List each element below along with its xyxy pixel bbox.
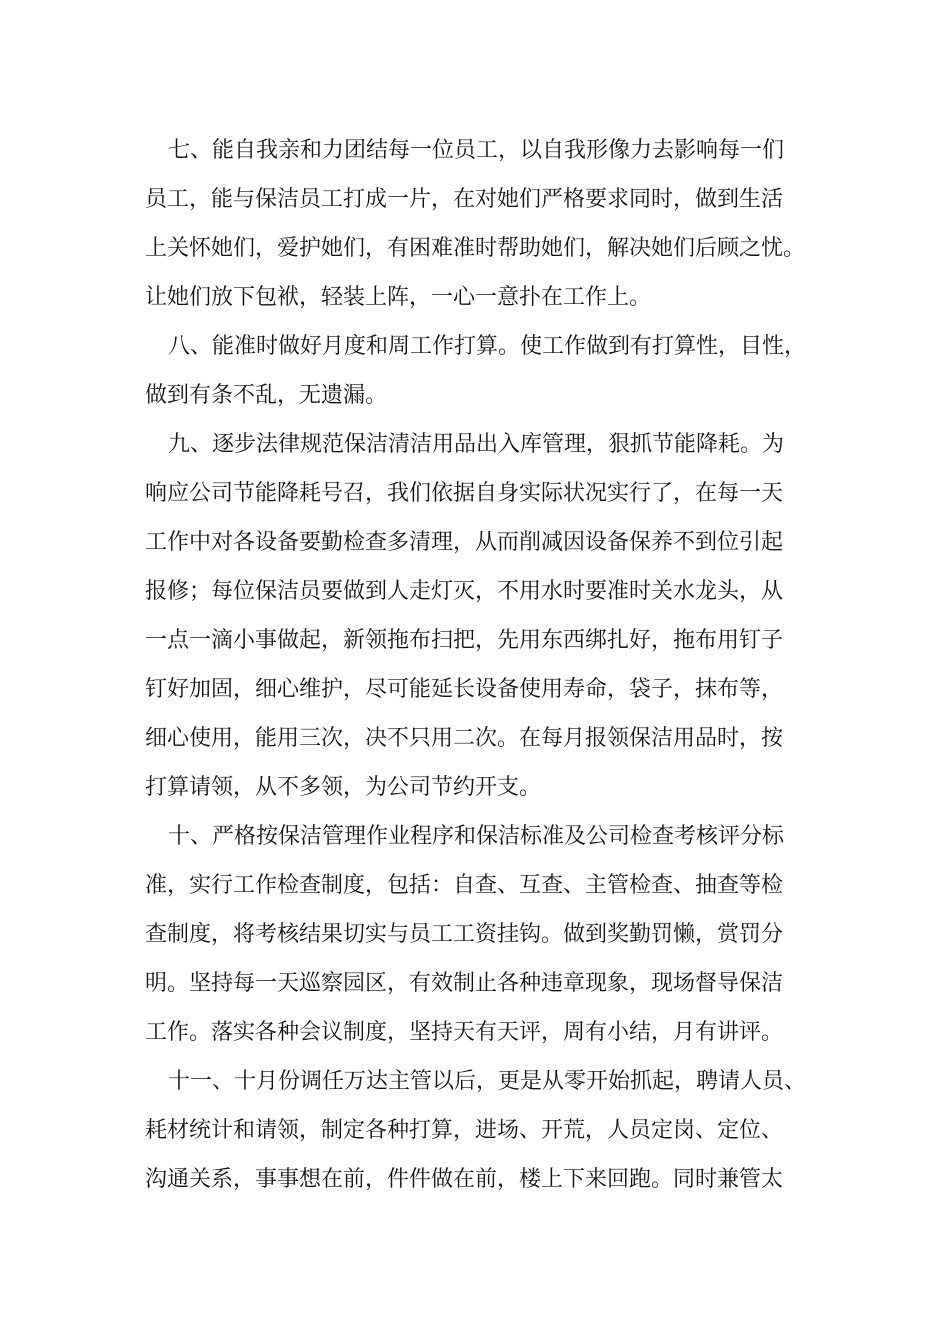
text-line: 一点一滴小事做起，新领拖布扫把，先用东西绑扎好，拖布用钉子 (145, 628, 784, 653)
text-line: 让她们放下包袱，轻装上阵，一心一意扑在工作上。 (145, 285, 652, 310)
text-line: 上关怀她们，爱护她们，有困难准时帮助她们，解决她们后顾之忧。 (145, 236, 806, 261)
text-line: 报修；每位保洁员要做到人走灯灭，不用水时要准时关水龙头，从 (145, 579, 784, 604)
text-line: 沟通关系，事事想在前，件件做在前，楼上下来回跑。同时兼管太 (145, 1167, 784, 1192)
text-line: 十一、十月份调任万达主管以后，更是从零开始抓起，聘请人员、 (168, 1069, 807, 1094)
text-line: 工作。落实各种会议制度，坚持天有天评，周有小结，月有讲评。 (145, 1020, 784, 1045)
text-line: 耗材统计和请领，制定各种打算，进场、开荒，人员定岗、定位、 (145, 1118, 784, 1143)
text-line: 细心使用，能用三次，决不只用二次。在每月报领保洁用品时，按 (145, 726, 784, 751)
text-line: 准，实行工作检查制度，包括：自查、互查、主管检查、抽查等检 (145, 873, 784, 898)
text-line: 七、能自我亲和力团结每一位员工，以自我形像力去影响每一们 (168, 138, 785, 163)
text-line: 查制度，将考核结果切实与员工工资挂钩。做到奖勤罚懒，赏罚分 (145, 922, 784, 947)
text-line: 九、逐步法律规范保洁清洁用品出入库管理，狠抓节能降耗。为 (168, 432, 785, 457)
text-line: 员工，能与保洁员工打成一片，在对她们严格要求同时，做到生活 (145, 187, 784, 212)
text-line: 工作中对各设备要勤检查多清理，从而削减因设备保养不到位引起 (145, 530, 784, 555)
text-line: 十、严格按保洁管理作业程序和保洁标准及公司检查考核评分标 (168, 824, 785, 849)
text-line: 明。坚持每一天巡察园区，有效制止各种违章现象，现场督导保洁 (145, 971, 784, 996)
text-line: 钉好加固，细心维护，尽可能延长设备使用寿命，袋子，抹布等， (145, 677, 784, 702)
text-line: 打算请领，从不多领，为公司节约开支。 (145, 775, 542, 800)
text-line: 八、能准时做好月度和周工作打算。使工作做到有打算性，目性， (168, 334, 807, 359)
text-line: 响应公司节能降耗号召，我们依据自身实际状况实行了，在每一天 (145, 481, 784, 506)
text-line: 做到有条不乱，无遗漏。 (145, 383, 388, 408)
